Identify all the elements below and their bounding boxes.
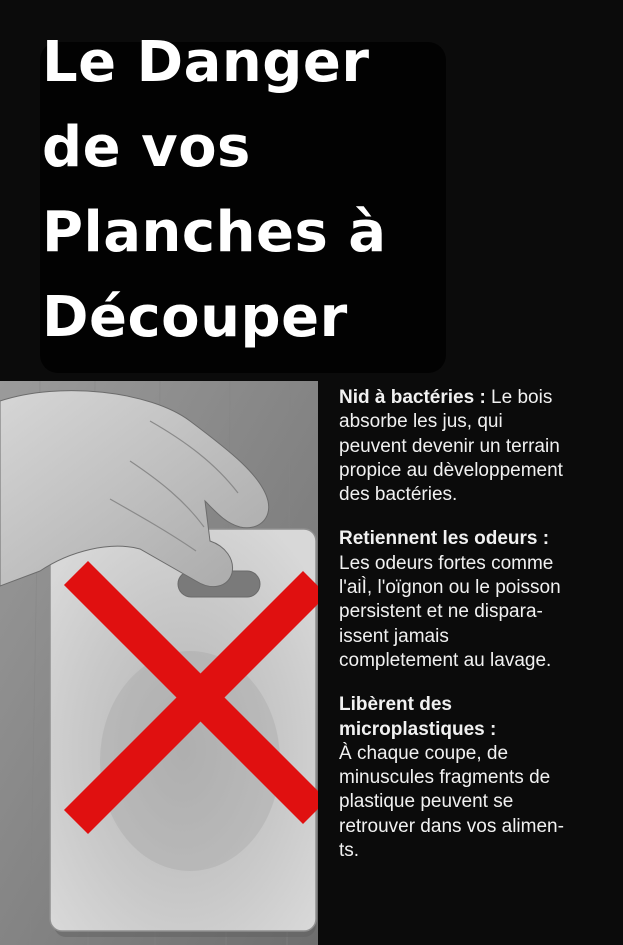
paragraph-text: Les odeurs fortes comme bbox=[339, 552, 554, 574]
info-paragraph-microplastics bbox=[339, 693, 609, 863]
paragraph-text: propice au dèveloppement bbox=[339, 459, 563, 481]
paragraph-text: À chaque coupe, de bbox=[339, 742, 509, 764]
paragraph-text: retrouver dans vos alimen- bbox=[339, 815, 564, 837]
paragraph-text: peuvent devenir un terrain bbox=[339, 435, 560, 457]
paragraph-heading: Retiennent les odeurs : bbox=[339, 528, 550, 550]
paragraph-text: l'aiÌ, l'oïgnon ou le poisson bbox=[339, 577, 561, 599]
paragraph-text: ts. bbox=[339, 840, 360, 862]
photo-illustration bbox=[0, 381, 318, 945]
paragraph-text: minuscules fragments de bbox=[339, 767, 551, 789]
info-paragraph-bacteria bbox=[339, 386, 609, 507]
paragraph-heading: microplastiques : bbox=[339, 718, 497, 740]
paragraph-text: Le bois bbox=[485, 387, 553, 408]
paragraph-text: absorbe les jus, qui bbox=[339, 411, 503, 433]
cutting-board-photo bbox=[0, 381, 318, 945]
title-line: Le Danger bbox=[42, 30, 370, 95]
page-title bbox=[42, 20, 422, 360]
title-line: Planches à bbox=[42, 200, 387, 265]
info-paragraph-odors bbox=[339, 527, 609, 673]
title-line: de vos bbox=[42, 115, 251, 180]
paragraph-text: des bactéries. bbox=[339, 484, 458, 506]
paragraph-text: issent jamais bbox=[339, 625, 449, 647]
title-line: Découper bbox=[42, 285, 348, 350]
paragraph-text: plastique peuvent se bbox=[339, 791, 514, 813]
paragraph-heading: Libèrent des bbox=[339, 694, 452, 716]
info-text-column bbox=[339, 386, 609, 863]
paragraph-text: persistent et ne dispara- bbox=[339, 601, 543, 623]
paragraph-heading: Nid à bactéries : bbox=[339, 387, 486, 408]
paragraph-text: completement au lavage. bbox=[339, 649, 552, 671]
